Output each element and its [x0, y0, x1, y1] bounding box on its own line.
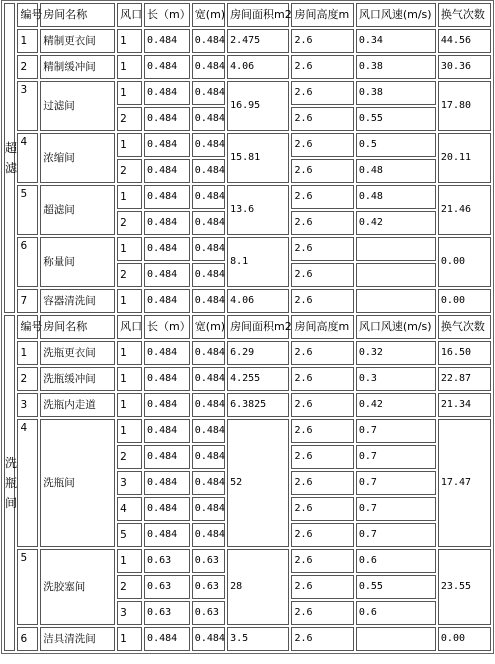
outlet-length: 0.63: [144, 549, 190, 573]
outlet-number: 2: [117, 445, 142, 469]
table-row: [4, 419, 491, 443]
table-row: [4, 81, 491, 105]
room-name: 洗瓶间: [40, 419, 115, 547]
air-changes: 21.34: [438, 393, 491, 417]
outlet-number: 2: [117, 263, 142, 287]
outlet-number: 2: [117, 211, 142, 235]
table-row: [4, 55, 491, 79]
room-area: 28: [227, 549, 289, 625]
outlet-length: 0.484: [144, 55, 190, 79]
outlet-number: 1: [117, 627, 142, 651]
room-height: 2.6: [291, 497, 353, 521]
room-id: 1: [17, 29, 38, 53]
outlet-length: 0.484: [144, 159, 190, 183]
room-height: 2.6: [291, 159, 353, 183]
room-area: 4.255: [227, 367, 289, 391]
room-name: 精制更衣间: [40, 29, 115, 53]
room-area: 16.95: [227, 81, 289, 131]
outlet-number: 1: [117, 133, 142, 157]
table-row: [4, 367, 491, 391]
table-row: [4, 237, 491, 261]
outlet-length: 0.484: [144, 445, 190, 469]
outlet-width: 0.484: [192, 159, 225, 183]
air-changes: 30.36: [438, 55, 491, 79]
outlet-velocity: [356, 237, 436, 261]
table-row: [4, 627, 491, 651]
outlet-length: 0.484: [144, 211, 190, 235]
outlet-velocity: [356, 263, 436, 287]
outlet-velocity: [356, 627, 436, 651]
outlet-number: 1: [117, 237, 142, 261]
outlet-width: 0.484: [192, 471, 225, 495]
ach-header: 换气次数: [438, 315, 491, 339]
outlet-width: 0.484: [192, 237, 225, 261]
room-height: 2.6: [291, 419, 353, 443]
room-height: 2.6: [291, 471, 353, 495]
room-height: 2.6: [291, 263, 353, 287]
outlet-velocity: 0.7: [356, 419, 436, 443]
outlet-number: 1: [117, 393, 142, 417]
room-id: 5: [17, 185, 38, 235]
ultrafiltration-section: [4, 3, 491, 313]
room-id: 6: [17, 627, 38, 651]
table-row: [4, 341, 491, 365]
room-id: 3: [17, 81, 38, 131]
air-changes: 44.56: [438, 29, 491, 53]
outlet-velocity: 0.34: [356, 29, 436, 53]
room-area: 15.81: [227, 133, 289, 183]
room-id: 7: [17, 289, 38, 313]
room-name-header: 房间名称: [40, 3, 115, 27]
outlet-number: 1: [117, 367, 142, 391]
outlet-width: 0.484: [192, 627, 225, 651]
outlet-length: 0.484: [144, 497, 190, 521]
table-row: [4, 393, 491, 417]
velocity-header: 风口风速(m/s): [356, 3, 436, 27]
outlet-velocity: 0.42: [356, 211, 436, 235]
ach-header: 换气次数: [438, 3, 491, 27]
room-height: 2.6: [291, 289, 353, 313]
room-height: 2.6: [291, 133, 353, 157]
room-id: 4: [17, 419, 38, 547]
group-label: 超滤: [4, 3, 15, 313]
air-changes: 0.00: [438, 289, 491, 313]
outlet-number: 1: [117, 289, 142, 313]
outlet-number: 3: [117, 601, 142, 625]
table-row: [4, 29, 491, 53]
room-height: 2.6: [291, 185, 353, 209]
room-height: 2.6: [291, 523, 353, 547]
air-changes: 0.00: [438, 627, 491, 651]
outlet-number: 1: [117, 55, 142, 79]
outlet-velocity: 0.48: [356, 185, 436, 209]
outlet-velocity: 0.6: [356, 601, 436, 625]
outlet-width: 0.484: [192, 263, 225, 287]
room-name: 洗胶塞间: [40, 549, 115, 625]
room-id: 5: [17, 549, 38, 625]
outlet-velocity: 0.32: [356, 341, 436, 365]
outlet-length: 0.484: [144, 341, 190, 365]
room-area: 6.29: [227, 341, 289, 365]
outlet-width: 0.484: [192, 367, 225, 391]
outlet-length: 0.484: [144, 29, 190, 53]
outlet-header: 风口: [117, 315, 142, 339]
table-row: [4, 133, 491, 157]
room-id: 1: [17, 341, 38, 365]
outlet-header: 风口: [117, 3, 142, 27]
room-height: 2.6: [291, 55, 353, 79]
group-label: 洗瓶间: [4, 315, 15, 651]
outlet-velocity: 0.55: [356, 575, 436, 599]
outlet-number: 2: [117, 575, 142, 599]
outlet-length: 0.484: [144, 471, 190, 495]
table-row: [4, 185, 491, 209]
room-name: 洗瓶缓冲间: [40, 367, 115, 391]
air-changes: 21.46: [438, 185, 491, 235]
outlet-number: 1: [117, 341, 142, 365]
outlet-number: 2: [117, 107, 142, 131]
room-name: 浓缩间: [40, 133, 115, 183]
ventilation-table: [1, 0, 494, 654]
table-row: [4, 549, 491, 573]
outlet-velocity: 0.48: [356, 159, 436, 183]
outlet-number: 1: [117, 29, 142, 53]
air-changes: 23.55: [438, 549, 491, 625]
bottle-washing-section: [4, 315, 491, 651]
room-name: 洗瓶更衣间: [40, 341, 115, 365]
outlet-velocity: 0.7: [356, 445, 436, 469]
outlet-length: 0.484: [144, 237, 190, 261]
outlet-width: 0.484: [192, 341, 225, 365]
outlet-velocity: 0.7: [356, 497, 436, 521]
outlet-velocity: 0.42: [356, 393, 436, 417]
outlet-width: 0.63: [192, 549, 225, 573]
outlet-length: 0.484: [144, 419, 190, 443]
air-changes: 17.47: [438, 419, 491, 547]
height-header: 房间高度m: [291, 315, 353, 339]
room-name: 容器清洗间: [40, 289, 115, 313]
outlet-velocity: 0.3: [356, 367, 436, 391]
room-id: 3: [17, 393, 38, 417]
outlet-length: 0.63: [144, 575, 190, 599]
room-area: 52: [227, 419, 289, 547]
room-id: 2: [17, 55, 38, 79]
room-name: 洗瓶内走道: [40, 393, 115, 417]
area-header: 房间面积m2: [227, 3, 289, 27]
outlet-width: 0.484: [192, 289, 225, 313]
room-area: 6.3825: [227, 393, 289, 417]
room-name: 称量间: [40, 237, 115, 287]
outlet-length: 0.484: [144, 185, 190, 209]
outlet-number: 1: [117, 549, 142, 573]
room-height: 2.6: [291, 627, 353, 651]
outlet-length: 0.484: [144, 523, 190, 547]
outlet-velocity: 0.5: [356, 133, 436, 157]
room-height: 2.6: [291, 237, 353, 261]
header-row: [4, 3, 491, 27]
outlet-length: 0.484: [144, 107, 190, 131]
header-row: [4, 315, 491, 339]
room-id: 6: [17, 237, 38, 287]
outlet-width: 0.484: [192, 211, 225, 235]
room-id: 2: [17, 367, 38, 391]
air-changes: 0.00: [438, 237, 491, 287]
outlet-width: 0.484: [192, 523, 225, 547]
length-header: 长（m）: [144, 3, 190, 27]
air-changes: 22.87: [438, 367, 491, 391]
width-header: 宽(m): [192, 3, 225, 27]
outlet-length: 0.484: [144, 393, 190, 417]
room-height: 2.6: [291, 81, 353, 105]
outlet-width: 0.484: [192, 29, 225, 53]
room-area: 4.06: [227, 289, 289, 313]
outlet-number: 1: [117, 419, 142, 443]
outlet-width: 0.484: [192, 107, 225, 131]
outlet-width: 0.484: [192, 185, 225, 209]
room-area: 4.06: [227, 55, 289, 79]
height-header: 房间高度m: [291, 3, 353, 27]
id-header: 编号: [17, 315, 38, 339]
room-name: 洁具清洗间: [40, 627, 115, 651]
outlet-number: 1: [117, 81, 142, 105]
room-name: 超滤间: [40, 185, 115, 235]
length-header: 长（m）: [144, 315, 190, 339]
room-height: 2.6: [291, 107, 353, 131]
room-height: 2.6: [291, 549, 353, 573]
room-height: 2.6: [291, 601, 353, 625]
outlet-number: 4: [117, 497, 142, 521]
room-area: 8.1: [227, 237, 289, 287]
room-height: 2.6: [291, 211, 353, 235]
outlet-number: 1: [117, 185, 142, 209]
outlet-velocity: 0.38: [356, 81, 436, 105]
outlet-number: 5: [117, 523, 142, 547]
air-changes: 16.50: [438, 341, 491, 365]
outlet-length: 0.484: [144, 133, 190, 157]
outlet-width: 0.484: [192, 81, 225, 105]
area-header: 房间面积m2: [227, 315, 289, 339]
room-height: 2.6: [291, 367, 353, 391]
room-height: 2.6: [291, 29, 353, 53]
outlet-velocity: 0.7: [356, 523, 436, 547]
room-height: 2.6: [291, 393, 353, 417]
id-header: 编号: [17, 3, 38, 27]
room-name: 过滤间: [40, 81, 115, 131]
room-area: 13.6: [227, 185, 289, 235]
outlet-width: 0.484: [192, 497, 225, 521]
outlet-width: 0.63: [192, 575, 225, 599]
outlet-length: 0.484: [144, 289, 190, 313]
outlet-number: 2: [117, 159, 142, 183]
room-area: 2.475: [227, 29, 289, 53]
outlet-width: 0.484: [192, 445, 225, 469]
room-name-header: 房间名称: [40, 315, 115, 339]
outlet-length: 0.484: [144, 627, 190, 651]
outlet-length: 0.484: [144, 263, 190, 287]
outlet-width: 0.484: [192, 419, 225, 443]
room-height: 2.6: [291, 341, 353, 365]
outlet-length: 0.63: [144, 601, 190, 625]
air-changes: 20.11: [438, 133, 491, 183]
outlet-width: 0.63: [192, 601, 225, 625]
outlet-length: 0.484: [144, 81, 190, 105]
outlet-velocity: 0.7: [356, 471, 436, 495]
room-id: 4: [17, 133, 38, 183]
room-height: 2.6: [291, 445, 353, 469]
width-header: 宽(m): [192, 315, 225, 339]
room-name: 精制缓冲间: [40, 55, 115, 79]
outlet-length: 0.484: [144, 367, 190, 391]
room-height: 2.6: [291, 575, 353, 599]
air-changes: 17.80: [438, 81, 491, 131]
outlet-number: 3: [117, 471, 142, 495]
outlet-width: 0.484: [192, 133, 225, 157]
outlet-velocity: 0.38: [356, 55, 436, 79]
velocity-header: 风口风速(m/s): [356, 315, 436, 339]
outlet-width: 0.484: [192, 393, 225, 417]
outlet-velocity: [356, 289, 436, 313]
outlet-width: 0.484: [192, 55, 225, 79]
room-area: 3.5: [227, 627, 289, 651]
outlet-velocity: 0.6: [356, 549, 436, 573]
table-row: [4, 289, 491, 313]
outlet-velocity: 0.55: [356, 107, 436, 131]
